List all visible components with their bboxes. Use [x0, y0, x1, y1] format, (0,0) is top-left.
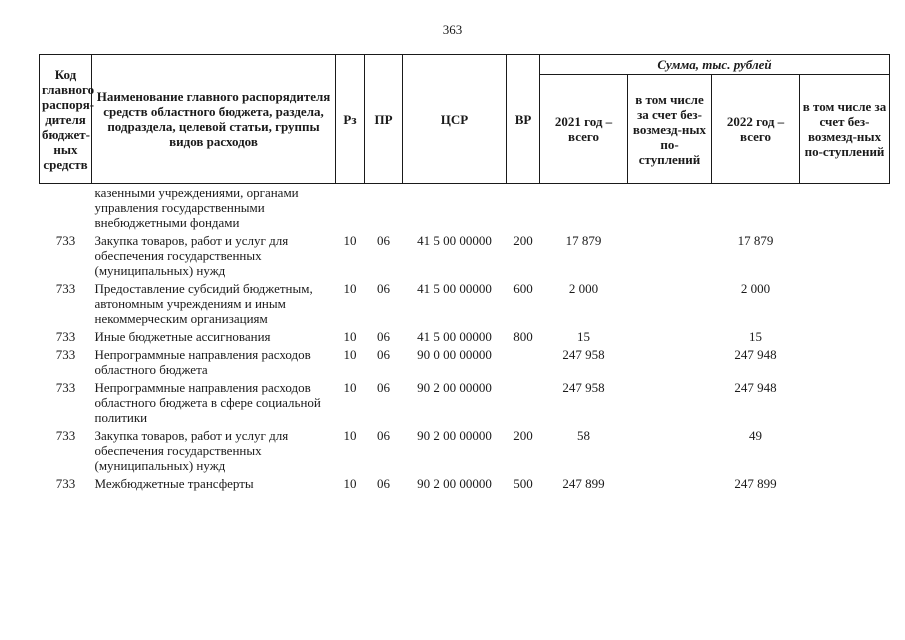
cell-rz: 10 [343, 347, 357, 362]
cell-name: Непрограммные направления расходов областного бюджета [94, 347, 311, 377]
cell-2021: 2 000 [568, 281, 599, 296]
cell-rz: 10 [343, 233, 357, 248]
cell-2022-free [800, 427, 890, 475]
cell-2022-free [800, 346, 890, 379]
header-csr: ЦСР [403, 55, 507, 184]
table-row [40, 184, 890, 233]
cell-rz: 10 [343, 476, 357, 491]
cell-2022-free [800, 280, 890, 328]
cell-vr [507, 379, 540, 427]
cell-2022: 247 948 [734, 380, 777, 395]
header-2022-total: 2022 год – всего [712, 75, 800, 184]
cell-2021-free [628, 427, 712, 475]
cell-code: 733 [55, 347, 76, 362]
cell-rz [336, 184, 365, 233]
cell-pr: 06 [377, 329, 390, 344]
cell-code: 733 [55, 380, 76, 395]
cell-pr: 06 [377, 281, 390, 296]
cell-csr: 41 5 00 00000 [417, 329, 492, 344]
cell-2022-free [800, 328, 890, 346]
cell-2022: 247 899 [734, 476, 777, 491]
table-row [40, 232, 890, 280]
header-vr: ВР [507, 55, 540, 184]
cell-2021: 247 958 [562, 347, 605, 362]
table-row [40, 427, 890, 475]
cell-code: 733 [55, 329, 76, 344]
cell-name: казенными учреждениями, органами управления государственными внебюджетными фондами [94, 185, 299, 230]
cell-rz: 10 [343, 428, 357, 443]
cell-csr: 41 5 00 00000 [417, 233, 492, 248]
header-name: Наименование главного распорядителя средств областного бюджета, раздела, подраздела, целевой статьи, группы видов расходов [92, 55, 336, 184]
cell-rz: 10 [343, 329, 357, 344]
cell-2021: 15 [577, 329, 590, 344]
cell-csr: 90 2 00 00000 [417, 428, 492, 443]
header-code: Код главного распоря-дителя бюджет-ных средств [40, 55, 92, 184]
cell-2021-free [628, 184, 712, 233]
cell-2021: 17 879 [565, 233, 602, 248]
cell-pr [365, 184, 403, 233]
cell-2022: 49 [749, 428, 762, 443]
cell-2022-free [800, 379, 890, 427]
cell-csr [403, 184, 507, 233]
cell-code [40, 184, 92, 233]
cell-name: Закупка товаров, работ и услуг для обеспечения государственных (муниципальных) нужд [94, 233, 289, 278]
page-number: 363 [442, 22, 463, 37]
header-pr: ПР [365, 55, 403, 184]
cell-2021-free [628, 379, 712, 427]
cell-name: Непрограммные направления расходов областного бюджета в сфере социальной политики [94, 380, 321, 425]
cell-2021 [540, 184, 628, 233]
table-row [40, 346, 890, 379]
cell-csr: 41 5 00 00000 [417, 281, 492, 296]
cell-pr: 06 [377, 233, 390, 248]
table-row [40, 379, 890, 427]
cell-2021-free [628, 346, 712, 379]
cell-pr: 06 [377, 428, 390, 443]
cell-code: 733 [55, 281, 76, 296]
header-2021-free: в том числе за счет без-возмезд-ных по-ступлений [628, 75, 712, 184]
cell-2021-free [628, 328, 712, 346]
cell-vr [507, 184, 540, 233]
cell-name: Межбюджетные трансферты [94, 476, 254, 491]
cell-2022: 15 [749, 329, 762, 344]
cell-name: Предоставление субсидий бюджетным, автономным учреждениям и иным некоммерческим организациям [94, 281, 313, 326]
table-body [40, 184, 890, 494]
cell-2021: 247 958 [562, 380, 605, 395]
cell-pr: 06 [377, 347, 390, 362]
header-sum: Сумма, тыс. рублей [540, 55, 890, 75]
cell-rz: 10 [343, 281, 357, 296]
header-2022-free: в том числе за счет без-возмезд-ных по-ступлений [800, 75, 890, 184]
cell-pr: 06 [377, 380, 390, 395]
table-row [40, 328, 890, 346]
cell-name: Иные бюджетные ассигнования [94, 329, 271, 344]
cell-2022: 2 000 [740, 281, 771, 296]
table-header [40, 55, 890, 184]
cell-2021: 58 [577, 428, 590, 443]
cell-name: Закупка товаров, работ и услуг для обеспечения государственных (муниципальных) нужд [94, 428, 289, 473]
cell-csr: 90 2 00 00000 [417, 476, 492, 491]
cell-csr: 90 0 00 00000 [417, 347, 492, 362]
cell-2022-free [800, 475, 890, 493]
cell-2021-free [628, 475, 712, 493]
cell-vr [507, 346, 540, 379]
cell-vr: 200 [513, 233, 533, 248]
cell-csr: 90 2 00 00000 [417, 380, 492, 395]
cell-pr: 06 [377, 476, 390, 491]
cell-code: 733 [55, 476, 76, 491]
header-rz: Рз [336, 55, 365, 184]
cell-vr: 200 [513, 428, 533, 443]
budget-table [39, 54, 890, 493]
table-row [40, 475, 890, 493]
cell-code: 733 [55, 428, 76, 443]
cell-vr: 500 [513, 476, 533, 491]
table-row [40, 280, 890, 328]
cell-2022: 17 879 [737, 233, 774, 248]
cell-2021-free [628, 280, 712, 328]
cell-rz: 10 [343, 380, 357, 395]
cell-2022-free [800, 232, 890, 280]
cell-2022: 247 948 [734, 347, 777, 362]
header-2021-total: 2021 год – всего [540, 75, 628, 184]
cell-code: 733 [55, 233, 76, 248]
cell-2021: 247 899 [562, 476, 605, 491]
cell-2022 [712, 184, 800, 233]
cell-vr: 600 [513, 281, 533, 296]
cell-vr: 800 [513, 329, 533, 344]
cell-2021-free [628, 232, 712, 280]
cell-2022-free [800, 184, 890, 233]
